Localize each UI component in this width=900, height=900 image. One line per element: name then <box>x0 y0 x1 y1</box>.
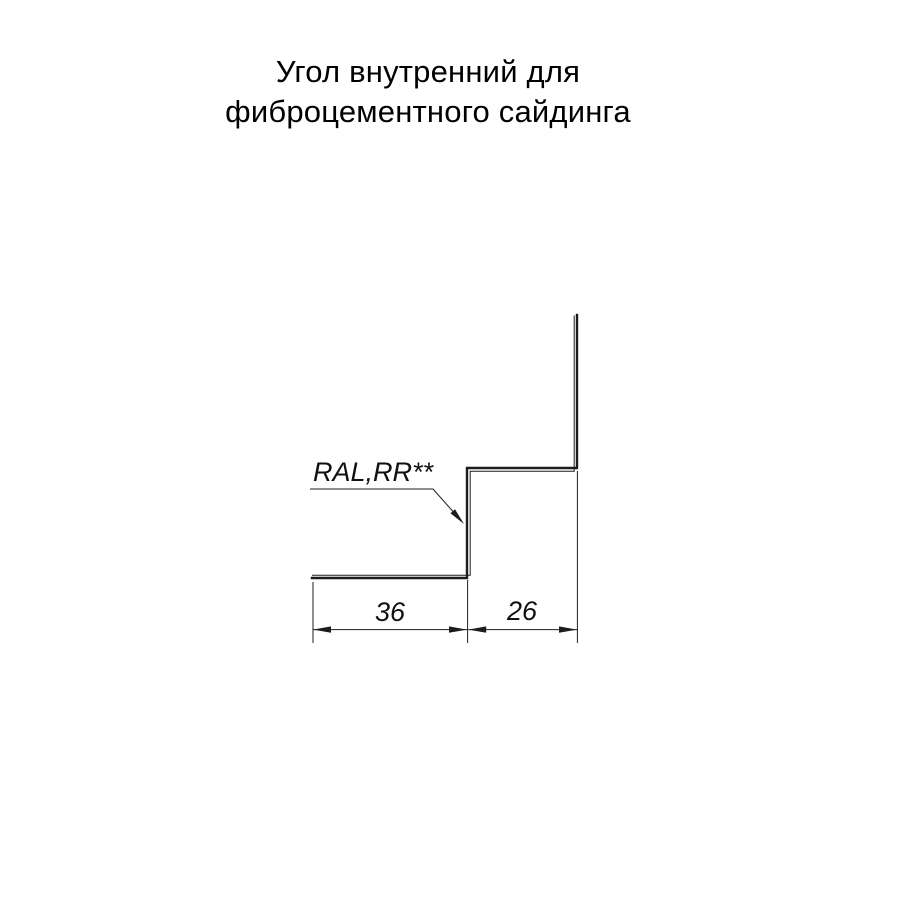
profile-outer-contour <box>312 315 577 578</box>
arrowhead-36-left <box>313 626 331 632</box>
title-line-2: фиброцементного сайдинга <box>225 94 631 129</box>
arrowhead-26-left <box>468 626 486 632</box>
dimension-value-side: 26 <box>506 596 538 626</box>
arrowhead-26-right <box>559 626 577 632</box>
dimension-value-bottom: 36 <box>374 597 406 627</box>
leader-line <box>310 489 461 521</box>
title-line-1: Угол внутренний для <box>275 54 581 89</box>
coating-label: RAL,RR** <box>313 457 434 487</box>
profile-inner-contour <box>312 316 574 576</box>
arrowhead-36-right <box>449 626 467 632</box>
